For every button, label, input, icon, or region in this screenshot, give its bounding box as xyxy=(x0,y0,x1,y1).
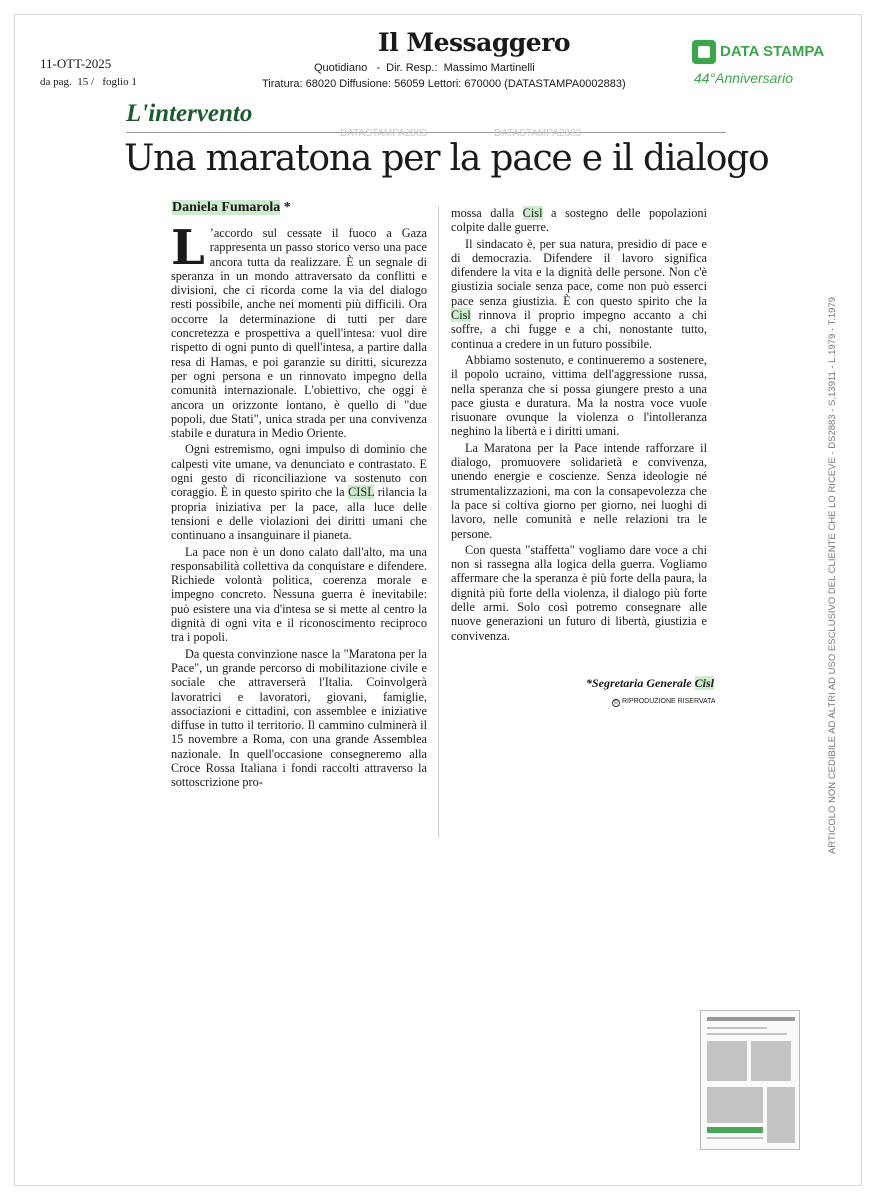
org-highlight: Cisl xyxy=(694,676,714,690)
clip-date: 11-OTT-2025 xyxy=(40,56,112,71)
thumbnail-block xyxy=(767,1087,795,1143)
datastampa-name: DATA STAMPA xyxy=(720,43,825,60)
paragraph: Abbiamo sostenuto, e continueremo a sostenere, il popolo ucraino, vittima dell'aggressione russa, nella speranza che si possa giungere presto a una pace giusta e duratura. Ma la nostra voce vuole risuonare ovunque la violenza o l'intolleranza neghino la libertà e i diritti umani. xyxy=(451,352,707,439)
datastampa-logo-icon xyxy=(692,40,716,64)
paragraph-text: Il sindacato è, per sua natura, presidio di pace e di democrazia. Difendere il lavoro significa difendere la vita e la dignità delle persone. Non c'è giustizia sociale senza pace, come non può esserci pace senza giustizia. È con questo spirito che la xyxy=(451,236,707,308)
paragraph-text: ’accordo sul cessate il fuoco a Gaza rappresenta un passo storico verso una pace ancora tutta da realizzare. È un segnale di speranza in un mondo attraversato da conflitti e divisioni, che ci ricorda come la via del dialogo resti possibile, anche nei momenti più difficili. Ora occorre la determinazione di tutti per dare concretezza e prospettiva a quell'intesa: vuol dire rispetto di ogni punto di quell'intesa, a partire dalla resa di Hamas, e poi garanzie su diritti, sicurezza per ogni persona e un rinnovato impegno della comunità internazionale. L'obiettivo, che oggi è ancora un orizzonte lontano, è quello di "due popoli, due Stati", unica strada per una convivenza stabile e duratura in Medio Oriente. xyxy=(171,226,427,441)
page-info: da pag. 15 / foglio 1 xyxy=(40,76,137,88)
thumbnail-line xyxy=(707,1033,787,1035)
column-divider xyxy=(438,206,439,838)
watermark-text: DATASTAMPA2883 xyxy=(340,128,428,139)
paragraph-text: rilancia la propria iniziativa per la pace, alla luce delle tensioni e delle violazioni dei diritti umani che continuano a insanguinare il pianeta. xyxy=(171,485,427,543)
thumbnail-highlight xyxy=(707,1127,763,1133)
paragraph: La pace non è un dono calato dall'alto, ma una responsabilità collettiva da conquistare e difendere. Richiede volontà politica, coerenza morale e impegno concreto. Nessuna guerra è inevitabile: può esistere una via d'intesa se si mette al centro la dignità di ogni vita e il riconoscimento reciproco tra i popoli. xyxy=(171,544,427,645)
article-byline xyxy=(172,200,291,216)
watermark-text: DATASTAMPA2883 xyxy=(494,128,582,139)
article-column-1 xyxy=(171,226,427,836)
copyright-notice xyxy=(612,698,716,707)
thumbnail-block xyxy=(707,1087,763,1123)
article-title: Una maratona per la pace e il dialogo xyxy=(124,138,769,179)
thumbnail-block xyxy=(707,1041,747,1081)
signature-text: *Segretaria Generale xyxy=(586,676,695,690)
paragraph-text: rinnova il proprio impegno accanto a chi soffre, a chi fugge e a chi, nonostante tutto, continua a credere in un futuro possibile. xyxy=(451,308,707,351)
org-highlight: Cisl xyxy=(522,206,543,220)
org-highlight: CISL xyxy=(348,485,375,500)
newspaper-director: Quotidiano - Dir. Resp.: Massimo Martinelli xyxy=(314,62,535,74)
paragraph-text: mossa dalla xyxy=(451,206,523,220)
drop-cap: L xyxy=(171,226,205,276)
article-column-2 xyxy=(451,206,707,676)
datastampa-anniversary: 44°Anniversario xyxy=(694,70,793,86)
thumbnail-block xyxy=(751,1041,791,1081)
newspaper-circulation: Tiratura: 68020 Diffusione: 56059 Lettori: 670000 (DATASTAMPA0002883) xyxy=(262,78,626,90)
paragraph-text: a sostegno delle popolazioni colpite dalle guerre. xyxy=(451,206,707,235)
paragraph xyxy=(451,206,707,235)
paragraph: Da questa convinzione nasce la "Maratona per la Pace", un grande percorso di mobilitazione civile e sociale che attraverserà l'Italia. Coinvolgerà lavoratrici e lavoratori, giovani, famiglie, associazioni e cittadini, con assemblee e iniziative diffuse in tutto il territorio. Il cammino culminerà il 15 novembre a Roma, con una grande Assemblea nazionale. In quell'occasione consegneremo alla Croce Rossa Italiana i fondi raccolti attraverso la sottoscrizione pro- xyxy=(171,646,427,790)
author-signature xyxy=(568,676,714,691)
copyright-text: RIPRODUZIONE RISERVATA xyxy=(622,698,716,705)
org-highlight: Cisl xyxy=(451,308,471,323)
paragraph xyxy=(171,442,427,542)
page-thumbnail[interactable] xyxy=(700,1010,800,1150)
newspaper-masthead: Il Messaggero xyxy=(378,28,571,57)
article-kicker: L'intervento xyxy=(126,100,253,127)
thumbnail-line xyxy=(707,1137,763,1139)
thumbnail-line xyxy=(707,1027,767,1029)
paragraph-text: Ogni estremismo, ogni impulso di dominio che calpesti vite umane, va denunciato e contrastato. E ogni gesto di riconciliazione va sostenuto con coraggio. È in questo spirito che la xyxy=(171,442,427,500)
paragraph: La Maratona per la Pace intende rafforzare il dialogo, promuovere solidarietà e convivenza, unendo energie e coscienze. Senza ideologie né strumentalizzazioni, ma con la consapevolezza che la pace si coltiva giorno per giorno, nei luoghi di lavoro, nelle comunità e nelle relazioni tra le persone. xyxy=(451,440,707,541)
thumbnail-masthead xyxy=(707,1017,795,1021)
copyright-icon: © xyxy=(613,700,619,706)
paragraph xyxy=(451,237,707,351)
author-asterisk: * xyxy=(280,200,291,215)
author-name: Daniela Fumarola xyxy=(172,200,281,215)
paragraph xyxy=(171,226,427,440)
paragraph: Con questa "staffetta" vogliamo dare voce a chi non si rassegna alla logica della guerra. Vogliamo affermare che la speranza è più forte della paura, la dignità più forte della violenza, il dialogo più forte delle armi. Solo così potremo consegnare alle nuove generazioni un futuro di libertà, giustizia e convivenza. xyxy=(451,542,707,643)
disclaimer-text: ARTICOLO NON CEDIBILE AD ALTRI AD USO ESCLUSIVO DEL CLIENTE CHE LO RICEVE - DS2883 - S.13911 - L.1979 - T.1979 xyxy=(827,296,838,854)
